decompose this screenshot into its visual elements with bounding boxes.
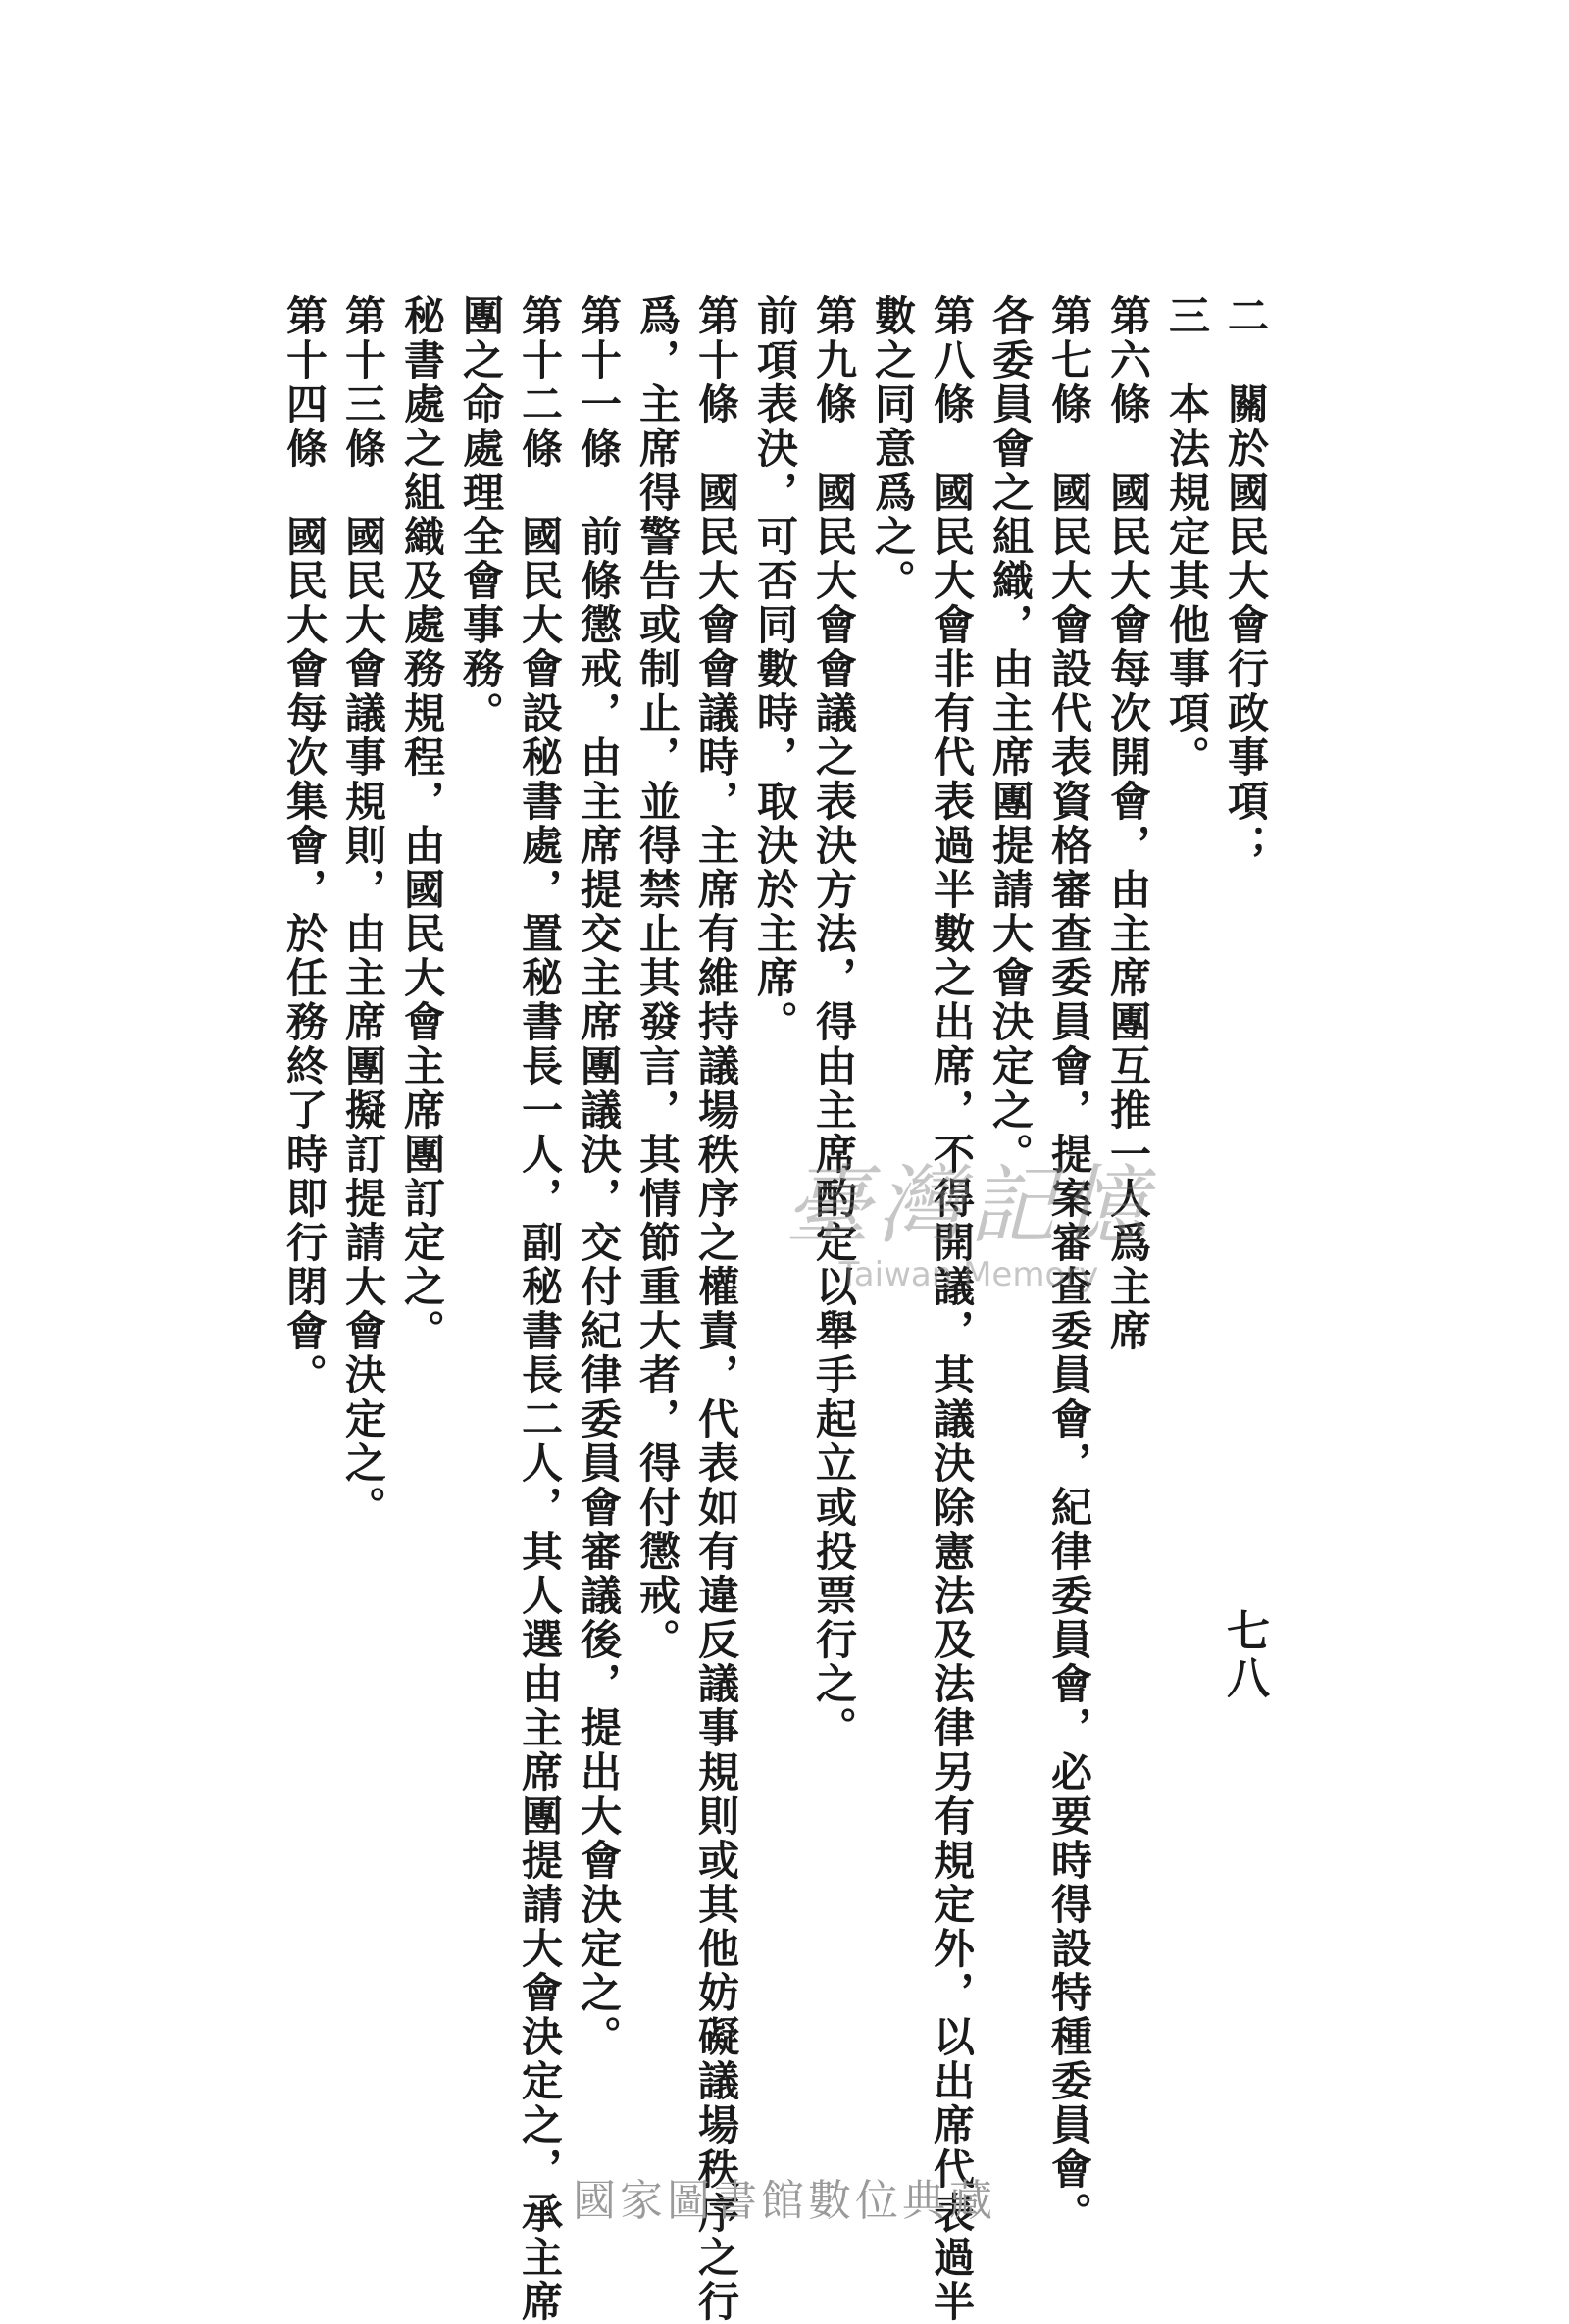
text-line: 前項表決，可否同數時，取決於主席。 xyxy=(751,294,799,1044)
page-number: 七八 xyxy=(1219,1608,1269,1702)
text-line: 第十四條 國民大會每次集會，於任務終了時即行閉會。 xyxy=(280,294,329,1397)
text-line: 第十三條 國民大會議事規則，由主席團擬訂提請大會決定之。 xyxy=(339,294,387,1530)
text-line: 第十一條 前條懲戒，由主席提交主席團議決，交付紀律委員會審議後，提出大會決定之。 xyxy=(575,294,623,2059)
footer-credit: 國家圖書館數位典藏 xyxy=(573,2176,996,2226)
watermark-english: Taiwan Memory xyxy=(838,1255,1099,1294)
text-line: 三 本法規定其他事項。 xyxy=(1163,294,1211,780)
watermark-chinese: 臺灣記憶 xyxy=(784,1155,1154,1256)
text-line: 第十二條 國民大會設秘書處，置秘書長一人，副秘書長二人，其人選由主席團提請大會決定之，承主席 xyxy=(516,294,564,2324)
text-line: 第八條 國民大會非有代表過半數之出席，不得開議，其議決除憲法及法律另有規定外，以出席代表過半 xyxy=(928,294,976,2324)
text-line: 秘書處之組織及處務規程，由國民大會主席團訂定之。 xyxy=(398,294,446,1353)
text-line: 各委員會之組織，由主席團提請大會決定之。 xyxy=(987,294,1035,1177)
text-line: 團之命處理全會事務。 xyxy=(457,294,505,735)
text-line: 第七條 國民大會設代表資格審查委員會，提案審查委員會，紀律委員會，必要時得設特種委員會。 xyxy=(1045,294,1093,2236)
text-line: 數之同意爲之。 xyxy=(869,294,917,603)
text-line: 第十條 國民大會會議時，主席有維持議場秩序之權責，代表如有違反議事規則或其他妨礙議場秩序之行 xyxy=(692,294,740,2324)
text-line: 二 關於國民大會行政事項； xyxy=(1222,294,1270,868)
text-line: 第九條 國民大會會議之表決方法，得由主席酌定以舉手起立或投票行之。 xyxy=(810,294,858,1750)
text-line: 爲，主席得警告或制止，並得禁止其發言，其情節重大者，得付懲戒。 xyxy=(633,294,682,1662)
text-line: 第六條 國民大會每次開會，由主席團互推一人爲主席 xyxy=(1104,294,1152,1353)
